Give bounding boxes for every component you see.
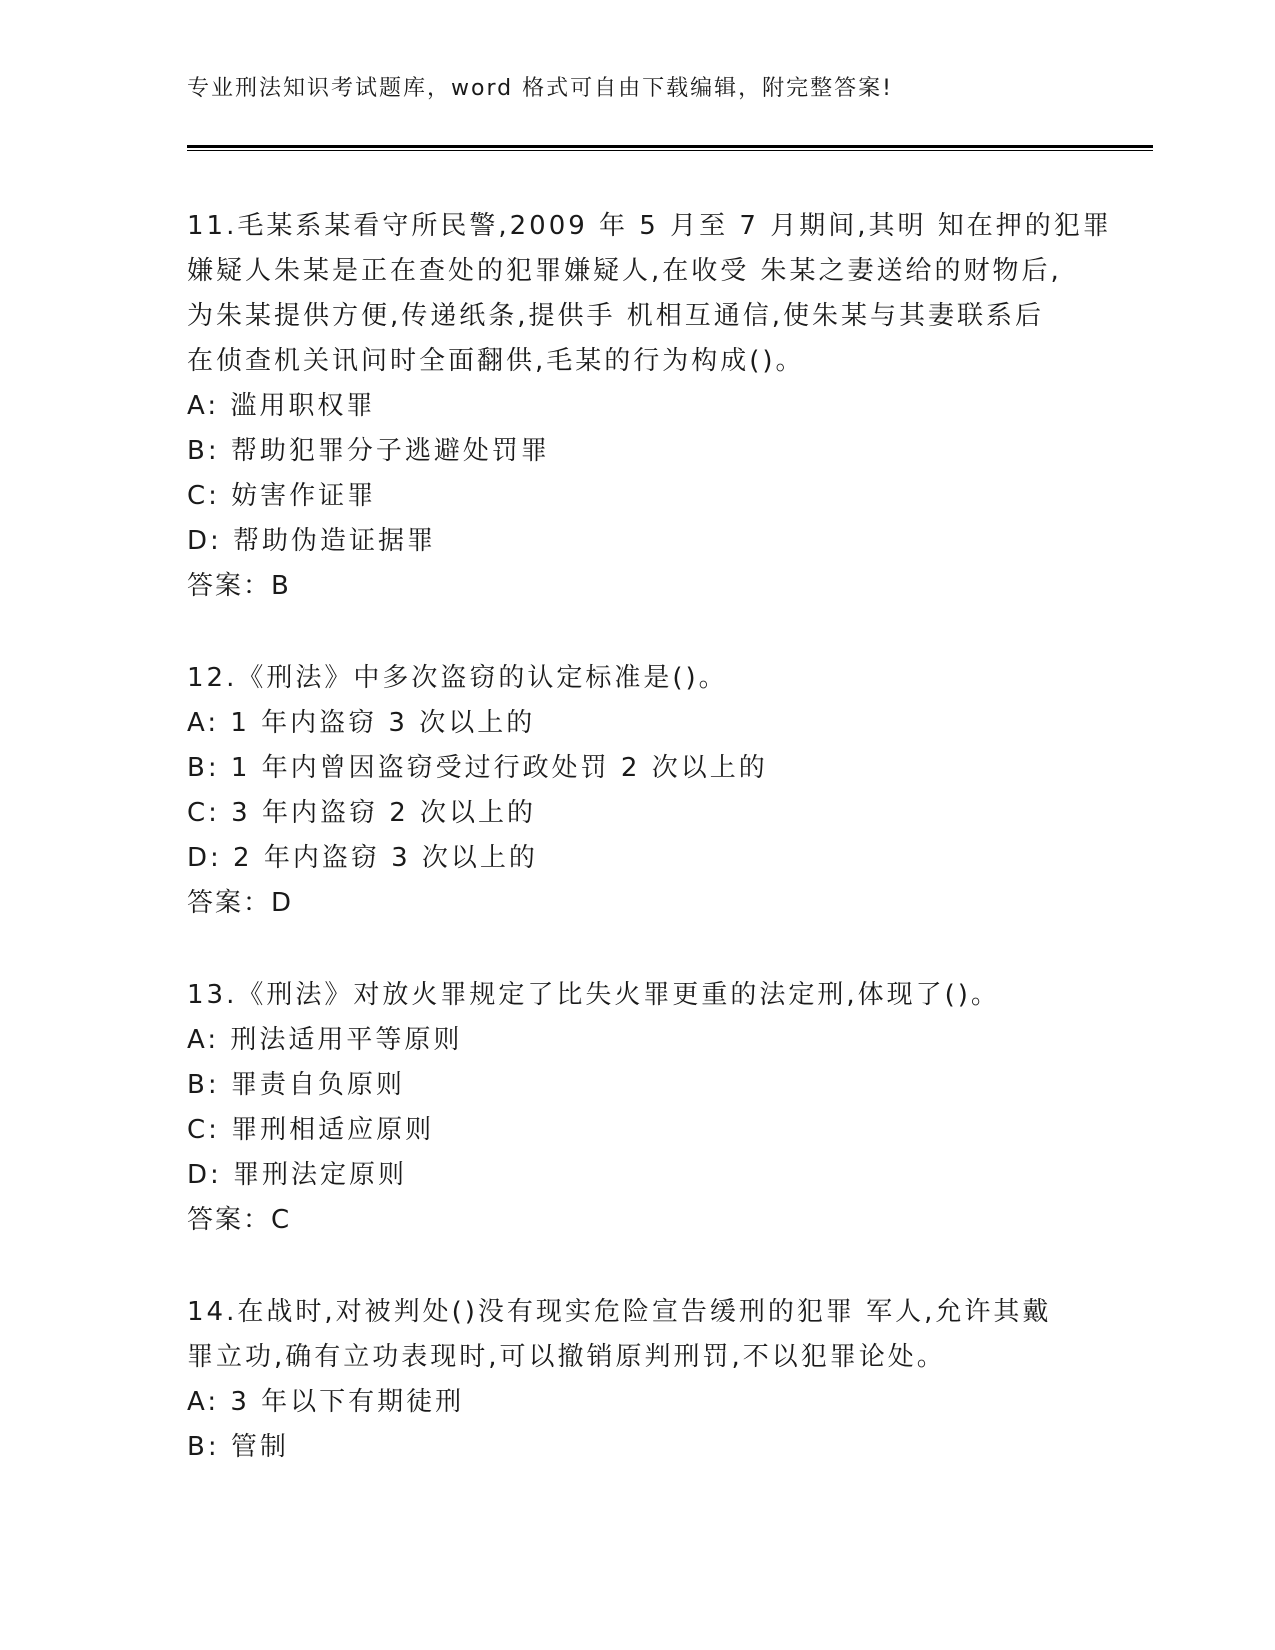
option-b: B: 罪责自负原则 [187, 1070, 405, 1100]
question-13 [187, 973, 1087, 1243]
question-line: 为朱某提供方便,传递纸条,提供手 机相互通信,使朱某与其妻联系后 [187, 301, 1045, 331]
answer: 答案：B [187, 571, 291, 601]
question-line: 嫌疑人朱某是正在查处的犯罪嫌疑人,在收受 朱某之妻送给的财物后, [187, 256, 1062, 286]
option-c: C: 罪刑相适应原则 [187, 1115, 435, 1145]
question-line: 12.《刑法》中多次盗窃的认定标准是()。 [187, 663, 728, 693]
header-divider-thin [187, 150, 1153, 151]
option-c: C: 妨害作证罪 [187, 481, 377, 511]
option-a: A: 刑法适用平等原则 [187, 1025, 463, 1055]
answer: 答案：D [187, 888, 294, 918]
question-line: 在侦查机关讯问时全面翻供,毛某的行为构成()。 [187, 346, 805, 376]
question-14 [187, 1290, 1087, 1470]
question-text [187, 656, 1087, 701]
question-11 [187, 204, 1112, 609]
option-a: A: 1 年内盗窃 3 次以上的 [187, 708, 536, 738]
answer: 答案：C [187, 1205, 292, 1235]
option-b: B: 管制 [187, 1432, 289, 1462]
question-list [187, 204, 1112, 1517]
question-text [187, 973, 1087, 1018]
question-line: 13.《刑法》对放火罪规定了比失火罪更重的法定刑,体现了()。 [187, 980, 1000, 1010]
header-divider [187, 145, 1153, 148]
option-d: D: 2 年内盗窃 3 次以上的 [187, 843, 538, 873]
option-b: B: 帮助犯罪分子逃避处罚罪 [187, 436, 550, 466]
option-d: D: 帮助伪造证据罪 [187, 526, 437, 556]
page-header: 专业刑法知识考试题库，word 格式可自由下载编辑，附完整答案! [187, 76, 893, 101]
question-line: 14.在战时,对被判处()没有现实危险宣告缓刑的犯罪 军人,允许其戴 [187, 1297, 1052, 1327]
option-d: D: 罪刑法定原则 [187, 1160, 408, 1190]
question-line: 11.毛某系某看守所民警,2009 年 5 月至 7 月期间,其明 知在押的犯罪 [187, 211, 1112, 241]
question-12 [187, 656, 1087, 926]
option-a: A: 3 年以下有期徒刑 [187, 1387, 465, 1417]
option-a: A: 滥用职权罪 [187, 391, 376, 421]
option-b: B: 1 年内曾因盗窃受过行政处罚 2 次以上的 [187, 753, 768, 783]
question-text [187, 1290, 1087, 1380]
option-c: C: 3 年内盗窃 2 次以上的 [187, 798, 537, 828]
question-text [187, 204, 1112, 384]
question-line: 罪立功,确有立功表现时,可以撤销原判刑罚,不以犯罪论处。 [187, 1342, 946, 1372]
